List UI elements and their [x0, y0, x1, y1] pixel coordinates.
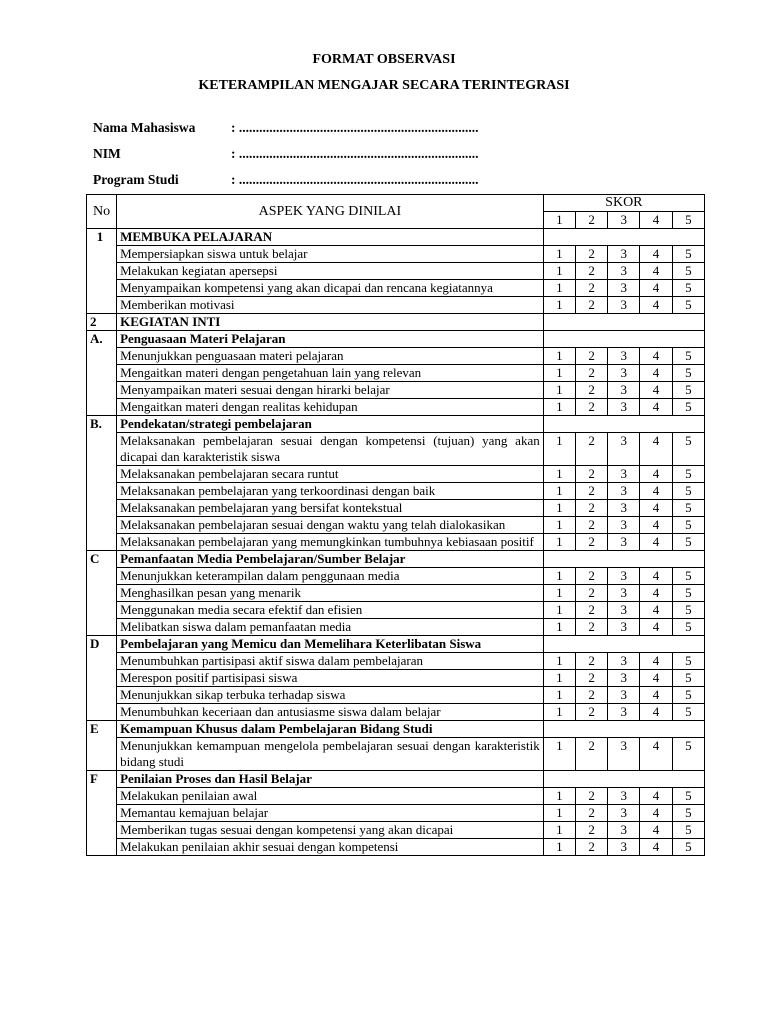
score-option-3[interactable]: 3 — [608, 585, 640, 602]
score-option-5[interactable]: 5 — [672, 500, 704, 517]
score-option-1[interactable]: 1 — [543, 263, 575, 280]
score-option-4[interactable]: 4 — [640, 246, 672, 263]
row-number: F — [87, 771, 117, 788]
observation-table — [86, 194, 705, 856]
aspect-text: Menumbuhkan keceriaan dan antusiasme siswa dalam belajar — [117, 704, 544, 721]
score-option-1[interactable]: 1 — [543, 788, 575, 805]
row-number: E — [87, 721, 117, 738]
table-row — [87, 280, 705, 297]
score-option-3[interactable]: 3 — [608, 822, 640, 839]
score-option-4[interactable]: 4 — [640, 348, 672, 365]
score-option-2[interactable]: 2 — [575, 839, 607, 856]
score-option-2[interactable]: 2 — [575, 568, 607, 585]
row-number — [87, 483, 117, 500]
score-option-1[interactable]: 1 — [543, 687, 575, 704]
row-number — [87, 466, 117, 483]
table-row — [87, 788, 705, 805]
score-option-4[interactable]: 4 — [640, 263, 672, 280]
row-number: B. — [87, 416, 117, 433]
section-score-blank — [543, 314, 704, 331]
score-option-3[interactable]: 3 — [608, 534, 640, 551]
aspect-text: Menggunakan media secara efektif dan efisien — [117, 602, 544, 619]
score-option-4[interactable]: 4 — [640, 805, 672, 822]
table-row — [87, 822, 705, 839]
aspect-text: Menunjukkan keterampilan dalam penggunaan media — [117, 568, 544, 585]
table-row — [87, 466, 705, 483]
row-number: 1 — [87, 229, 117, 246]
table-row — [87, 534, 705, 551]
row-number: 2 — [87, 314, 117, 331]
score-option-1[interactable]: 1 — [543, 534, 575, 551]
table-row — [87, 619, 705, 636]
aspect-text: Melakukan kegiatan apersepsi — [117, 263, 544, 280]
score-option-2[interactable]: 2 — [575, 433, 607, 466]
score-option-1[interactable]: 1 — [543, 280, 575, 297]
aspect-text: Menunjukkan kemampuan mengelola pembelajaran sesuai dengan karakteristik bidang studi — [117, 738, 544, 771]
score-option-1[interactable]: 1 — [543, 602, 575, 619]
row-number — [87, 788, 117, 805]
score-option-2[interactable]: 2 — [575, 263, 607, 280]
row-number — [87, 704, 117, 721]
section-score-blank — [543, 771, 704, 788]
row-number: A. — [87, 331, 117, 348]
section-title: Penguasaan Materi Pelajaran — [117, 331, 544, 348]
score-option-4[interactable]: 4 — [640, 619, 672, 636]
score-option-5[interactable]: 5 — [672, 602, 704, 619]
score-option-5[interactable]: 5 — [672, 568, 704, 585]
table-row — [87, 517, 705, 534]
score-option-1[interactable]: 1 — [543, 500, 575, 517]
row-number — [87, 348, 117, 365]
score-option-5[interactable]: 5 — [672, 822, 704, 839]
score-option-3[interactable]: 3 — [608, 687, 640, 704]
aspect-text: Mengaitkan materi dengan pengetahuan lain yang relevan — [117, 365, 544, 382]
score-option-1[interactable]: 1 — [543, 382, 575, 399]
table-row — [87, 839, 705, 856]
score-option-1[interactable]: 1 — [543, 348, 575, 365]
score-option-2[interactable]: 2 — [575, 585, 607, 602]
score-option-3[interactable]: 3 — [608, 670, 640, 687]
aspect-text: Melaksanakan pembelajaran yang memungkinkan tumbuhnya kebiasaan positif — [117, 534, 544, 551]
row-number — [87, 280, 117, 297]
table-row — [87, 433, 705, 466]
row-number — [87, 568, 117, 585]
row-number — [87, 585, 117, 602]
score-option-1[interactable]: 1 — [543, 585, 575, 602]
row-number: C — [87, 551, 117, 568]
field-label: Nama Mahasiswa — [93, 120, 196, 135]
score-option-5[interactable]: 5 — [672, 653, 704, 670]
aspect-text: Mempersiapkan siswa untuk belajar — [117, 246, 544, 263]
score-option-3[interactable]: 3 — [608, 263, 640, 280]
score-option-4[interactable]: 4 — [640, 280, 672, 297]
section-score-blank — [543, 636, 704, 653]
score-option-4[interactable]: 4 — [640, 602, 672, 619]
score-option-2[interactable]: 2 — [575, 483, 607, 500]
section-row — [87, 636, 705, 653]
score-option-1[interactable]: 1 — [543, 619, 575, 636]
section-title: MEMBUKA PELAJARAN — [117, 229, 544, 246]
field-value[interactable]: : ....................................................................... — [231, 120, 479, 135]
score-option-3[interactable]: 3 — [608, 653, 640, 670]
score-option-1[interactable]: 1 — [543, 822, 575, 839]
score-option-5[interactable]: 5 — [672, 788, 704, 805]
score-option-3[interactable]: 3 — [608, 297, 640, 314]
score-option-3[interactable]: 3 — [608, 704, 640, 721]
score-option-1[interactable]: 1 — [543, 805, 575, 822]
score-option-4[interactable]: 4 — [640, 297, 672, 314]
field-nim — [93, 146, 479, 162]
score-option-5[interactable]: 5 — [672, 280, 704, 297]
aspect-text: Melaksanakan pembelajaran yang bersifat kontekstual — [117, 500, 544, 517]
section-row — [87, 771, 705, 788]
aspect-text: Memantau kemajuan belajar — [117, 805, 544, 822]
table-row — [87, 602, 705, 619]
header-score: SKOR — [543, 195, 704, 212]
score-option-4[interactable]: 4 — [640, 822, 672, 839]
section-title: Pemanfaatan Media Pembelajaran/Sumber Belajar — [117, 551, 544, 568]
header-score-level: 3 — [608, 212, 640, 229]
score-option-2[interactable]: 2 — [575, 500, 607, 517]
score-option-2[interactable]: 2 — [575, 822, 607, 839]
section-row — [87, 229, 705, 246]
aspect-text: Memberikan motivasi — [117, 297, 544, 314]
row-number — [87, 619, 117, 636]
score-option-5[interactable]: 5 — [672, 365, 704, 382]
score-option-5[interactable]: 5 — [672, 534, 704, 551]
aspect-text: Melaksanakan pembelajaran sesuai dengan kompetensi (tujuan) yang akan dicapai dan karakteristik siswa — [117, 433, 544, 466]
score-option-4[interactable]: 4 — [640, 483, 672, 500]
table-row — [87, 348, 705, 365]
row-number — [87, 433, 117, 466]
score-option-2[interactable]: 2 — [575, 517, 607, 534]
score-option-1[interactable]: 1 — [543, 433, 575, 466]
page-title: FORMAT OBSERVASI — [312, 52, 456, 67]
score-option-2[interactable]: 2 — [575, 670, 607, 687]
row-number — [87, 382, 117, 399]
score-option-2[interactable]: 2 — [575, 297, 607, 314]
table-row — [87, 263, 705, 280]
score-option-4[interactable]: 4 — [640, 500, 672, 517]
aspect-text: Menyampaikan kompetensi yang akan dicapai dan rencana kegiatannya — [117, 280, 544, 297]
row-number — [87, 297, 117, 314]
section-score-blank — [543, 551, 704, 568]
aspect-text: Melakukan penilaian akhir sesuai dengan kompetensi — [117, 839, 544, 856]
table-row — [87, 500, 705, 517]
score-option-4[interactable]: 4 — [640, 653, 672, 670]
table-row — [87, 246, 705, 263]
score-option-3[interactable]: 3 — [608, 738, 640, 771]
score-option-2[interactable]: 2 — [575, 280, 607, 297]
table-row — [87, 297, 705, 314]
score-option-1[interactable]: 1 — [543, 653, 575, 670]
score-option-3[interactable]: 3 — [608, 602, 640, 619]
header-score-level: 1 — [543, 212, 575, 229]
score-option-5[interactable]: 5 — [672, 738, 704, 771]
row-number — [87, 365, 117, 382]
header-score-level: 5 — [672, 212, 704, 229]
score-option-1[interactable]: 1 — [543, 517, 575, 534]
row-number — [87, 399, 117, 416]
header-aspect: ASPEK YANG DINILAI — [117, 195, 544, 229]
aspect-text: Melakukan penilaian awal — [117, 788, 544, 805]
row-number: D — [87, 636, 117, 653]
aspect-text: Menunjukkan sikap terbuka terhadap siswa — [117, 687, 544, 704]
table-row — [87, 687, 705, 704]
score-option-2[interactable]: 2 — [575, 653, 607, 670]
score-option-4[interactable]: 4 — [640, 585, 672, 602]
aspect-text: Melaksanakan pembelajaran sesuai dengan waktu yang telah dialokasikan — [117, 517, 544, 534]
score-option-5[interactable]: 5 — [672, 399, 704, 416]
score-option-4[interactable]: 4 — [640, 687, 672, 704]
score-option-2[interactable]: 2 — [575, 738, 607, 771]
section-row — [87, 551, 705, 568]
score-option-5[interactable]: 5 — [672, 839, 704, 856]
row-number — [87, 687, 117, 704]
table-row — [87, 585, 705, 602]
table-row — [87, 365, 705, 382]
score-option-2[interactable]: 2 — [575, 246, 607, 263]
score-option-5[interactable]: 5 — [672, 517, 704, 534]
score-option-4[interactable]: 4 — [640, 399, 672, 416]
score-option-3[interactable]: 3 — [608, 399, 640, 416]
score-option-5[interactable]: 5 — [672, 433, 704, 466]
score-option-2[interactable]: 2 — [575, 348, 607, 365]
field-value[interactable]: : ....................................................................... — [231, 172, 479, 187]
aspect-text: Menunjukkan penguasaan materi pelajaran — [117, 348, 544, 365]
score-option-3[interactable]: 3 — [608, 348, 640, 365]
score-option-2[interactable]: 2 — [575, 382, 607, 399]
row-number — [87, 263, 117, 280]
field-label: NIM — [93, 146, 121, 161]
score-option-5[interactable]: 5 — [672, 466, 704, 483]
table-row — [87, 653, 705, 670]
score-option-2[interactable]: 2 — [575, 704, 607, 721]
table-row — [87, 382, 705, 399]
score-option-3[interactable]: 3 — [608, 280, 640, 297]
score-option-3[interactable]: 3 — [608, 568, 640, 585]
table-row — [87, 704, 705, 721]
score-option-5[interactable]: 5 — [672, 483, 704, 500]
score-option-5[interactable]: 5 — [672, 263, 704, 280]
score-option-3[interactable]: 3 — [608, 805, 640, 822]
table-row — [87, 805, 705, 822]
section-title: Pembelajaran yang Memicu dan Memelihara Keterlibatan Siswa — [117, 636, 544, 653]
score-option-4[interactable]: 4 — [640, 788, 672, 805]
score-option-3[interactable]: 3 — [608, 466, 640, 483]
score-option-5[interactable]: 5 — [672, 687, 704, 704]
row-number — [87, 602, 117, 619]
score-option-2[interactable]: 2 — [575, 365, 607, 382]
table-row — [87, 483, 705, 500]
score-option-4[interactable]: 4 — [640, 382, 672, 399]
score-option-3[interactable]: 3 — [608, 517, 640, 534]
table-row — [87, 670, 705, 687]
observation-table-body — [87, 229, 705, 856]
score-option-3[interactable]: 3 — [608, 246, 640, 263]
section-row — [87, 416, 705, 433]
score-option-5[interactable]: 5 — [672, 297, 704, 314]
field-nama-mahasiswa — [93, 120, 479, 136]
section-score-blank — [543, 416, 704, 433]
section-row — [87, 331, 705, 348]
score-option-5[interactable]: 5 — [672, 670, 704, 687]
section-score-blank — [543, 721, 704, 738]
score-option-4[interactable]: 4 — [640, 433, 672, 466]
score-option-4[interactable]: 4 — [640, 534, 672, 551]
section-score-blank — [543, 229, 704, 246]
score-option-3[interactable]: 3 — [608, 382, 640, 399]
section-title: Pendekatan/strategi pembelajaran — [117, 416, 544, 433]
score-option-5[interactable]: 5 — [672, 805, 704, 822]
row-number — [87, 670, 117, 687]
aspect-text: Memberikan tugas sesuai dengan kompetensi yang akan dicapai — [117, 822, 544, 839]
section-row — [87, 314, 705, 331]
section-title: KEGIATAN INTI — [117, 314, 544, 331]
score-option-1[interactable]: 1 — [543, 399, 575, 416]
score-option-3[interactable]: 3 — [608, 500, 640, 517]
score-option-2[interactable]: 2 — [575, 534, 607, 551]
row-number — [87, 517, 117, 534]
page-subtitle: KETERAMPILAN MENGAJAR SECARA TERINTEGRASI — [198, 78, 570, 93]
aspect-text: Melaksanakan pembelajaran secara runtut — [117, 466, 544, 483]
score-option-1[interactable]: 1 — [543, 246, 575, 263]
score-option-5[interactable]: 5 — [672, 382, 704, 399]
score-option-4[interactable]: 4 — [640, 466, 672, 483]
score-option-5[interactable]: 5 — [672, 348, 704, 365]
aspect-text: Mengaitkan materi dengan realitas kehidupan — [117, 399, 544, 416]
score-option-4[interactable]: 4 — [640, 839, 672, 856]
section-score-blank — [543, 331, 704, 348]
score-option-3[interactable]: 3 — [608, 433, 640, 466]
aspect-text: Menyampaikan materi sesuai dengan hirarki belajar — [117, 382, 544, 399]
section-title: Penilaian Proses dan Hasil Belajar — [117, 771, 544, 788]
score-option-2[interactable]: 2 — [575, 805, 607, 822]
field-program-studi — [93, 172, 479, 188]
score-option-1[interactable]: 1 — [543, 670, 575, 687]
score-option-1[interactable]: 1 — [543, 483, 575, 500]
aspect-text: Melaksanakan pembelajaran yang terkoordinasi dengan baik — [117, 483, 544, 500]
score-option-1[interactable]: 1 — [543, 839, 575, 856]
table-row — [87, 568, 705, 585]
section-row — [87, 721, 705, 738]
score-option-4[interactable]: 4 — [640, 517, 672, 534]
score-option-4[interactable]: 4 — [640, 670, 672, 687]
score-option-3[interactable]: 3 — [608, 483, 640, 500]
score-option-4[interactable]: 4 — [640, 568, 672, 585]
header-score-level: 4 — [640, 212, 672, 229]
aspect-text: Merespon positif partisipasi siswa — [117, 670, 544, 687]
row-number — [87, 653, 117, 670]
score-option-2[interactable]: 2 — [575, 602, 607, 619]
table-row — [87, 399, 705, 416]
score-option-4[interactable]: 4 — [640, 704, 672, 721]
row-number — [87, 839, 117, 856]
score-option-4[interactable]: 4 — [640, 738, 672, 771]
score-option-4[interactable]: 4 — [640, 365, 672, 382]
row-number — [87, 246, 117, 263]
field-value[interactable]: : ....................................................................... — [231, 146, 479, 161]
row-number — [87, 805, 117, 822]
row-number — [87, 534, 117, 551]
score-option-5[interactable]: 5 — [672, 585, 704, 602]
score-option-1[interactable]: 1 — [543, 738, 575, 771]
aspect-text: Melibatkan siswa dalam pemanfaatan media — [117, 619, 544, 636]
row-number — [87, 738, 117, 771]
score-option-2[interactable]: 2 — [575, 619, 607, 636]
score-option-3[interactable]: 3 — [608, 788, 640, 805]
field-label: Program Studi — [93, 172, 179, 187]
score-option-2[interactable]: 2 — [575, 466, 607, 483]
header-score-level: 2 — [575, 212, 607, 229]
score-option-1[interactable]: 1 — [543, 365, 575, 382]
score-option-3[interactable]: 3 — [608, 839, 640, 856]
score-option-5[interactable]: 5 — [672, 619, 704, 636]
score-option-2[interactable]: 2 — [575, 687, 607, 704]
section-title: Kemampuan Khusus dalam Pembelajaran Bidang Studi — [117, 721, 544, 738]
score-option-3[interactable]: 3 — [608, 619, 640, 636]
score-option-2[interactable]: 2 — [575, 399, 607, 416]
aspect-text: Menghasilkan pesan yang menarik — [117, 585, 544, 602]
score-option-1[interactable]: 1 — [543, 466, 575, 483]
score-option-1[interactable]: 1 — [543, 568, 575, 585]
score-option-5[interactable]: 5 — [672, 704, 704, 721]
score-option-5[interactable]: 5 — [672, 246, 704, 263]
header-no: No — [87, 195, 117, 229]
score-option-3[interactable]: 3 — [608, 365, 640, 382]
row-number — [87, 822, 117, 839]
aspect-text: Menumbuhkan partisipasi aktif siswa dalam pembelajaran — [117, 653, 544, 670]
table-row — [87, 738, 705, 771]
row-number — [87, 500, 117, 517]
score-option-1[interactable]: 1 — [543, 297, 575, 314]
score-option-2[interactable]: 2 — [575, 788, 607, 805]
score-option-1[interactable]: 1 — [543, 704, 575, 721]
